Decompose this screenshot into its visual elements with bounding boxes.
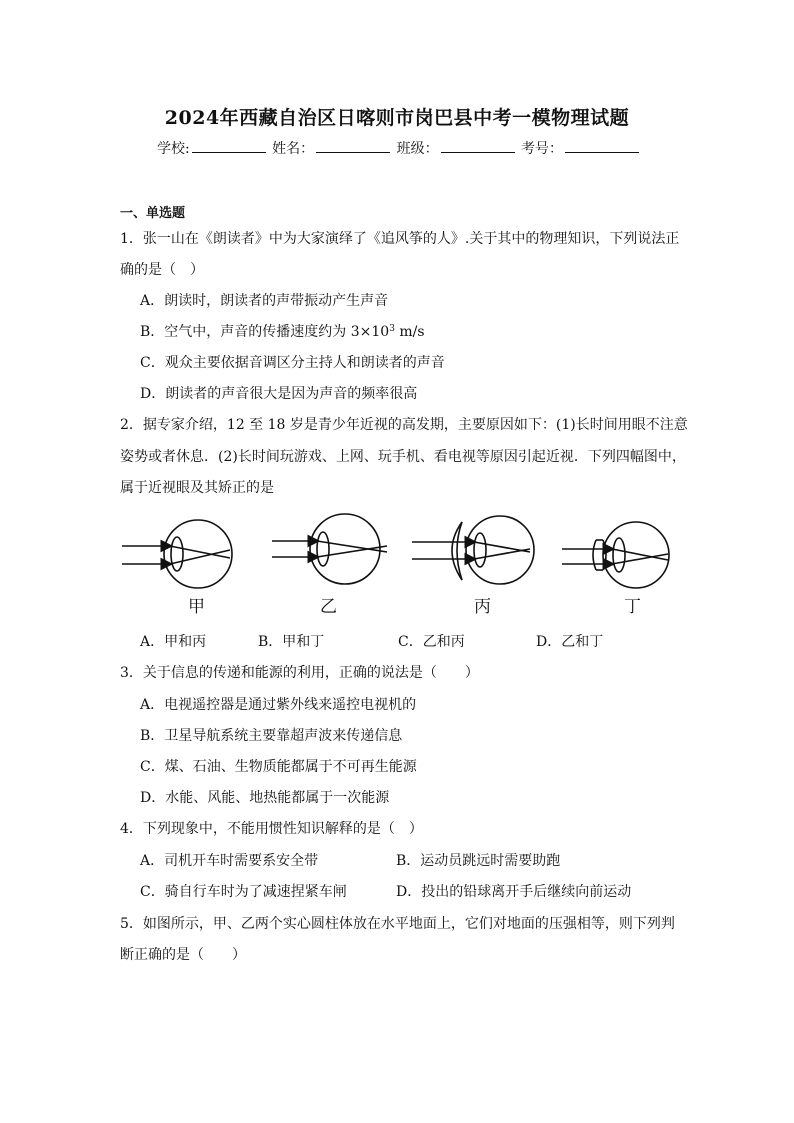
q2-option-d: D．乙和丁	[536, 634, 604, 650]
q4-stem: 4．下列现象中，不能用惯性知识解释的是（ ）	[120, 821, 423, 837]
q2-option-b: B．甲和丁	[258, 634, 325, 650]
q2-stem-line3: 属于近视眼及其矫正的是	[120, 480, 274, 496]
q4-option-b: B．运动员跳远时需要助跑	[396, 853, 561, 869]
q5-stem-line1: 5．如图所示，甲、乙两个实心圆柱体放在水平地面上，它们对地面的压强相等，则下列判	[120, 916, 675, 932]
q3-option-d: D．水能、风能、地热能都属于一次能源	[140, 790, 390, 806]
fig-label-yi: 乙	[320, 597, 337, 617]
class-blank	[441, 139, 515, 153]
q4-option-a: A．司机开车时需要系安全带	[140, 853, 319, 869]
school-blank	[192, 139, 266, 153]
q3-option-c: C．煤、石油、生物质能都属于不可再生能源	[140, 759, 417, 775]
q1-option-a: A．朗读时，朗读者的声带振动产生声音	[140, 293, 389, 309]
q3-option-b: B．卫星导航系统主要靠超声波来传递信息	[140, 728, 403, 744]
eye-diagram-yi	[272, 514, 387, 584]
q2-options	[140, 631, 603, 651]
q2-stem-line2: 姿势或者休息．(2)长时间玩游戏、上网、玩手机、看电视等原因引起近视．下列四幅图中，	[120, 449, 686, 465]
q1-stem-line2: 确的是（ ）	[120, 262, 204, 278]
number-label: 考号：	[521, 141, 564, 157]
fig-label-bing: 丙	[474, 597, 491, 617]
eye-diagram-jia	[122, 520, 232, 588]
eye-diagram-ding	[562, 522, 669, 588]
school-label: 学校:	[156, 141, 190, 157]
q3-option-a: A．电视遥控器是通过紫外线来遥控电视机的	[140, 697, 417, 713]
q1-option-d: D．朗读者的声音很大是因为声音的频率很高	[140, 386, 418, 402]
class-label: 班级：	[396, 141, 439, 157]
number-blank	[565, 139, 639, 153]
q4-option-c: C．骑自行车时为了减速捏紧车闸	[140, 884, 347, 900]
q3-stem: 3．关于信息的传递和能源的利用，正确的说法是（ ）	[120, 665, 479, 681]
q1-option-c: C．观众主要依据音调区分主持人和朗读者的声音	[140, 355, 445, 371]
q2-stem-line1: 2．据专家介绍，12 至 18 岁是青少年近视的高发期，主要原因如下：(1)长时间用眼不注意	[120, 417, 688, 433]
eye-diagram-bing	[412, 516, 534, 584]
page-title: 2024年西藏自治区日喀则市岗巴县中考一模物理试题	[164, 107, 630, 129]
q4-option-d: D．投出的铅球离开手后继续向前运动	[396, 884, 632, 900]
name-blank	[316, 139, 390, 153]
fig-label-ding: 丁	[624, 597, 641, 617]
name-label: 姓名：	[272, 141, 315, 157]
student-info-line	[0, 138, 794, 158]
q2-option-c: C．乙和丙	[398, 634, 465, 650]
fig-label-jia: 甲	[188, 597, 205, 617]
q1-option-b: B．空气中，声音的传播速度约为 $3\times 10^3$ m/s	[140, 324, 425, 340]
section-heading: 一、单选题	[120, 206, 186, 221]
q2-option-a: A．甲和丙	[140, 634, 207, 650]
q1-stem-line1: 1．张一山在《朗读者》中为大家演绎了《追风筝的人》.关于其中的物理知识，下列说法正	[120, 231, 680, 247]
q5-stem-line2: 断正确的是（ ）	[120, 947, 246, 963]
